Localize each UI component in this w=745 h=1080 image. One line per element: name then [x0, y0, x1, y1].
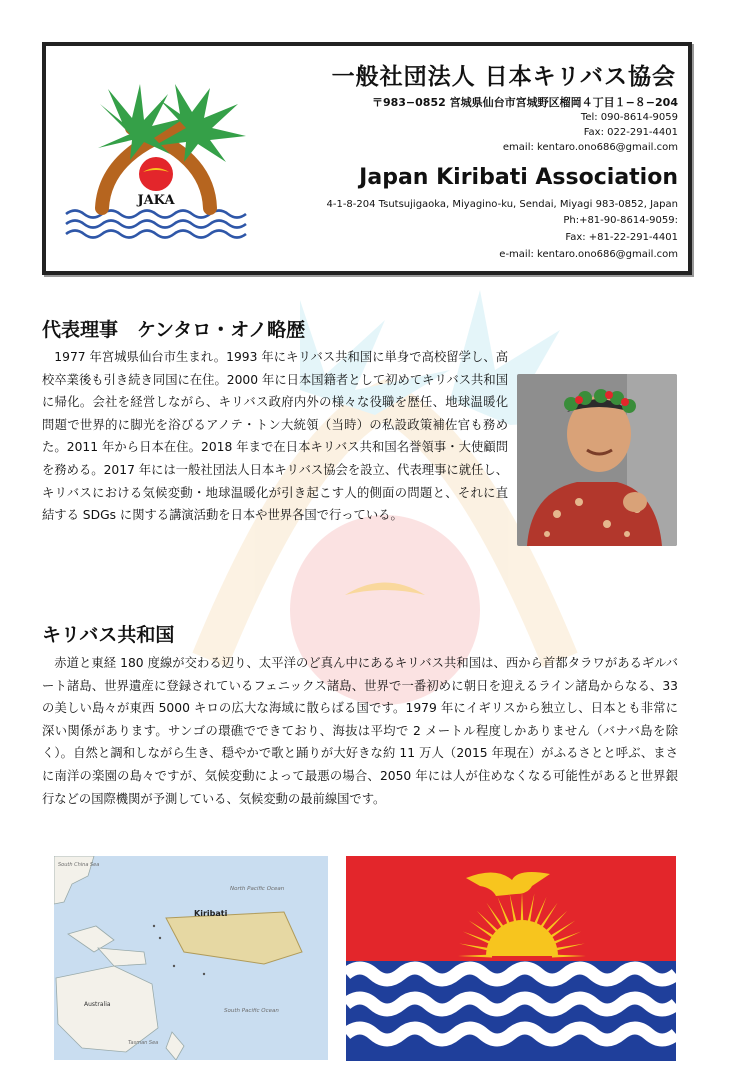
section-title-profile: 代表理事 ケンタロ・オノ略歴 [42, 319, 306, 341]
map-label-kiribati: Kiribati [194, 909, 228, 918]
map-image [54, 856, 328, 1060]
org-name-ja: 一般社団法人 日本キリバス協会 [331, 64, 676, 90]
address-ja: 〒983−0852 宮城県仙台市宮城野区榴岡４丁目１−８−204 [371, 96, 678, 109]
map-label-australia: Australia [84, 1001, 111, 1008]
map-label-south-china: South China Sea [58, 862, 100, 868]
logo-text: JAKA [137, 193, 175, 208]
kiribati-text: 赤道と東経 180 度線が交わる辺り、太平洋のど真ん中にあるキリバス共和国は、西から首都タラワがあるギルバート諸島、世界遺産に登録されているフェニックス諸島、世界で一番初めに朝日を迎えるライン諸島からなる、33 の美しい島々が東西 5000 キロの広大な海域に散らばる国です。1979 年にイギリスから独立し、日本とも非常に深い関係があります。サンゴの環礁でできており、海抜は平均で 2 メートル程度しかありません（バナバ島を除く）。自然と調和しながら生き、穏やかで歌と踊りが大好きな約 11 万人（2015 年現在）がふるさとと呼ぶ、まさに南洋の楽園の島々ですが、気候変動によって最悪の場合、2050 年には人が住めなくなる可能性があると世界銀行などの国際機関が予測している、気候変動の最前線国です。 [42, 656, 678, 806]
flag-image [346, 856, 676, 1061]
phone-intl: Ph:+81-90-8614-9059: [563, 215, 678, 226]
pacific-map [54, 856, 328, 1060]
map-label-north-pacific: North Pacific Ocean [230, 886, 285, 892]
jaka-logo [60, 84, 250, 249]
email-intl: e-mail: kentaro.ono686@gmail.com [499, 249, 678, 260]
kiribati-flag [346, 856, 676, 1061]
profile-text: 1977 年宮城県仙台市生まれ。1993 年にキリバス共和国に単身で高校留学し、高校卒業後も引き続き同国に在住。2000 年に日本国籍者として初めてキリバス共和国に帰化。会社を経営しながら、キリバス政府内外の様々な役職を歴任、地球温暖化問題で世界的に脚光を浴びるアノテ・トン大統領（当時）の私設政策補佐官も務めた。2011 年から日本在住。2018 年まで在日本キリバス共和国名誉領事・大使顧問を務める。2017 年には一般社団法人日本キリバス協会を設立、代表理事に就任し、キリバスにおける気候変動・地球温暖化が引き起こす人的側面の問題と、それに直結する SDGs に関する講演活動を日本や世界各国で行っている。 [42, 350, 508, 523]
section-title-kiribati: キリバス共和国 [42, 624, 175, 646]
map-label-tasman: Tasman Sea [128, 1040, 159, 1046]
email: email: kentaro.ono686@gmail.com [502, 142, 678, 153]
fax: Fax: 022-291-4401 [583, 127, 678, 138]
org-name-en: Japan Kiribati Association [359, 165, 678, 190]
portrait-image [517, 374, 677, 546]
address-en: 4-1-8-204 Tsutsujigaoka, Miyagino-ku, Sendai, Miyagi 983-0852, Japan [326, 199, 678, 210]
letterhead [42, 42, 692, 275]
fax-intl: Fax: +81-22-291-4401 [565, 232, 678, 243]
representative-photo [517, 374, 677, 546]
tel: Tel: 090-8614-9059 [580, 112, 678, 123]
map-label-south-pacific: South Pacific Ocean [224, 1008, 279, 1014]
